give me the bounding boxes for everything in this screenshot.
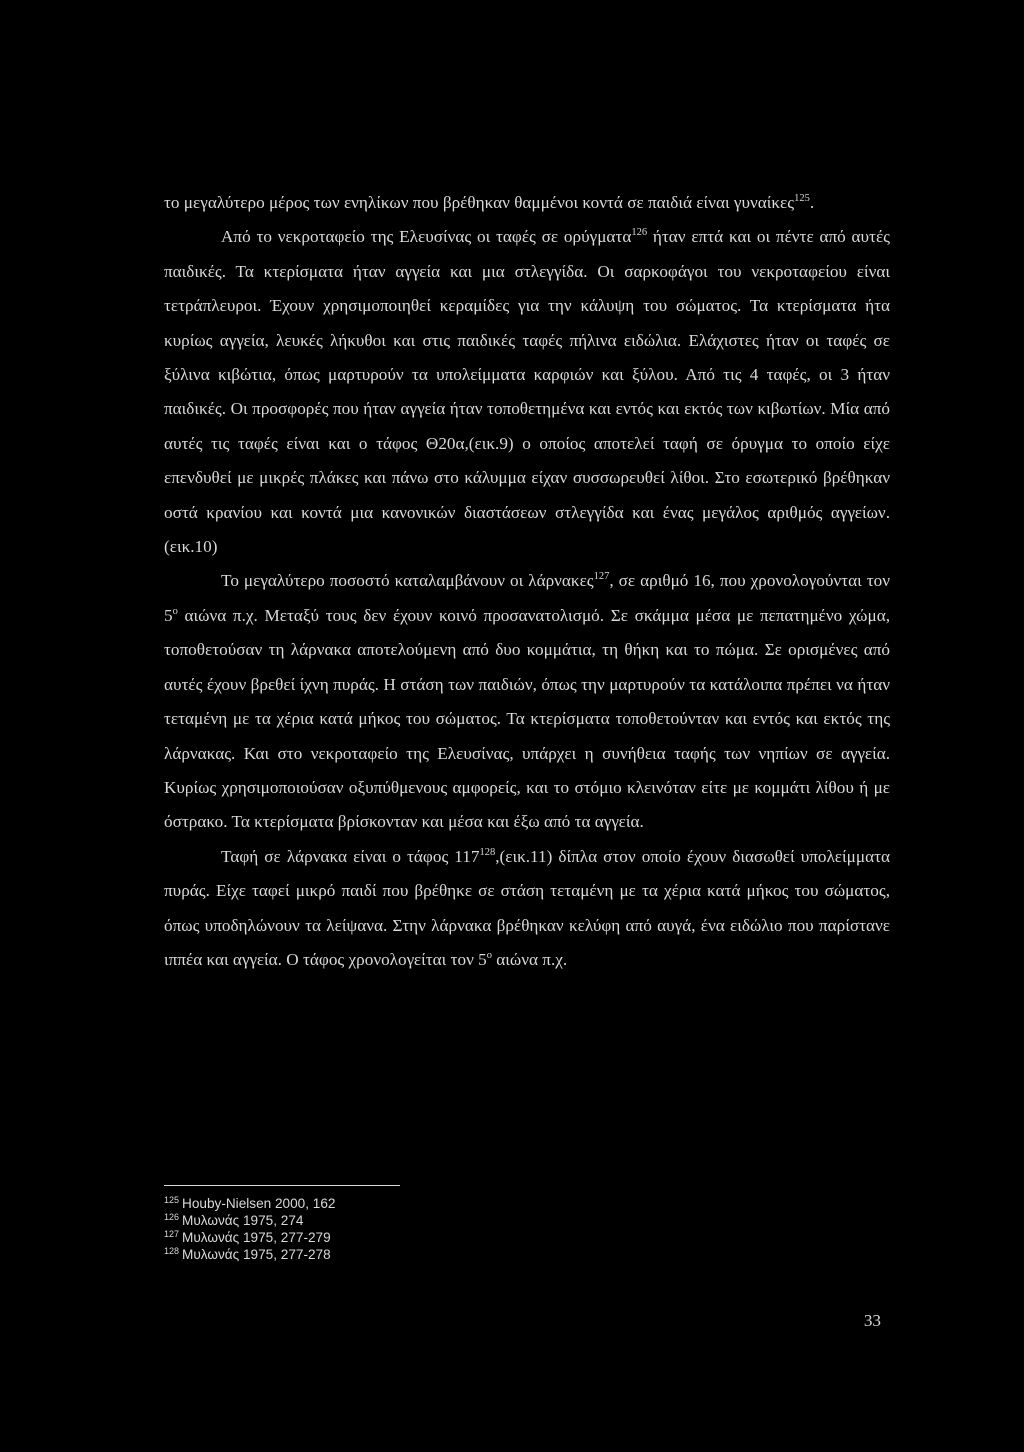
- ordinal-marker: ο: [486, 949, 492, 961]
- footnote-item: [164, 1229, 764, 1246]
- paragraph-text: ήταν επτά και οι πέντε από αυτές παιδικές. Τα κτερίσματα ήταν αγγεία και μια στλεγγίδα. Οι σαρκοφάγοι του νεκροταφείου είναι τετράπλευροι. Έχουν χρησιμοποιηθεί κεραμίδες για την κάλυψη του σώματος. Τα κτερίσματα ήτα κυρίως αγγεία, λευκές λήκυθοι και στις παιδικές ταφές πήλινα ειδώλια. Ελάχιστες ήταν οι ταφές σε ξύλινα κιβώτια, όπως μαρτυρούν τα υπολείμματα καρφιών και ξύλου. Από τις 4 ταφές, οι 3 ήταν παιδικές. Οι προσφορές που ήταν αγγεία ήταν τοποθετημένα και εντός και εκτός των κιβωτίων. Μία από αυτές τις ταφές είναι και ο τάφος Θ20α,(εικ.9) ο οποίος αποτελεί ταφή σε όρυγμα το οποίο είχε επενδυθεί με μικρές πλάκες και πάνω στο κάλυμμα είχαν συσσωρευθεί λίθοι. Στο εσωτερικό βρέθηκαν οστά κρανίου και κοντά μια κανονικών διαστάσεων στλεγγίδα και ένας μεγάλος αριθμός αγγείων.(εικ.10): [164, 227, 890, 557]
- footnote-text: Houby-Nielsen 2000, 162: [182, 1196, 336, 1211]
- paragraph-1: [164, 186, 890, 220]
- body-text: [164, 186, 890, 977]
- footnote-item: [164, 1212, 764, 1229]
- paragraph-text: αιώνα π.χ. Μεταξύ τους δεν έχουν κοινό προσανατολισμό. Σε σκάμμα μέσα με πεπατημένο χώμα, τοποθετούσαν τη λάρνακα αποτελούμενη από δυο κομμάτια, τη θήκη και το πώμα. Σε ορισμένες από αυτές έχουν βρεθεί ίχνη πυράς. Η στάση των παιδιών, όπως την μαρτυρούν τα κατάλοιπα πρέπει να ήταν τεταμένη με τα χέρια κατά μήκος του σώματος. Τα κτερίσματα τοποθετούνταν και εντός και εκτός της λάρνακας. Και στο νεκροταφείο της Ελευσίνας, υπάρχει η συνήθεια ταφής των νηπίων σε αγγεία. Κυρίως χρησιμοποιούσαν οξυπύθμενους αμφορείς, και το στόμιο κλεινόταν είτε με κομμάτι λίθου ή με όστρακο. Τα κτερίσματα βρίσκονταν και μέσα και έξω από τα αγγεία.: [164, 605, 890, 832]
- paragraph-4: [164, 840, 890, 978]
- footnote-number: 128: [164, 1246, 180, 1256]
- paragraph-text: Ταφή σε λάρνακα είναι ο τάφος 117: [221, 846, 480, 866]
- footnote-text: Μυλωνάς 1975, 277-278: [182, 1247, 331, 1262]
- page-number: 33: [863, 1311, 881, 1330]
- footnote-item: [164, 1195, 764, 1212]
- footnotes: [164, 1195, 764, 1263]
- footnote-number: 125: [164, 1195, 180, 1205]
- footnote-separator: [164, 1185, 400, 1186]
- footnote-text: Μυλωνάς 1975, 277-279: [182, 1230, 331, 1245]
- footnote-number: 127: [164, 1229, 180, 1239]
- footnote-number: 126: [164, 1212, 180, 1222]
- paragraph-text: αιώνα π.χ.: [492, 949, 568, 969]
- ordinal-marker: ο: [172, 605, 178, 617]
- footnote-ref-126[interactable]: 126: [631, 227, 648, 239]
- paragraph-text: .: [809, 193, 815, 212]
- footnote-ref-127[interactable]: 127: [593, 571, 610, 583]
- footnote-ref-125[interactable]: 125: [794, 193, 810, 204]
- footnote-text: Μυλωνάς 1975, 274: [182, 1213, 304, 1228]
- footnote-ref-128[interactable]: 128: [479, 846, 496, 858]
- paragraph-text: ,(εικ.11) δίπλα στον οποίο έχουν διασωθεί υπολείμματα πυράς. Είχε ταφεί μικρό παιδί που βρέθηκε σε στάση τεταμένη με τα χέρια κατά μήκος του σώματος, όπως υποδηλώνουν τα λείψανα. Στην λάρνακα βρέθηκαν κελύφη από αυγά, ένα ειδώλιο που παρίστανε ιππέα και αγγεία. Ο τάφος χρονολογείται τον 5: [164, 846, 890, 969]
- paragraph-text: Από το νεκροταφείο της Ελευσίνας οι ταφές σε ορύγματα: [221, 227, 632, 247]
- paragraph-text: το μεγαλύτερο μέρος των ενηλίκων που βρέθηκαν θαμμένοι κοντά σε παιδιά είναι γυναίκες: [164, 193, 795, 212]
- paragraph-text: , σε αριθμό 16, που χρονολογούνται τον 5: [164, 571, 890, 625]
- footnote-item: [164, 1246, 764, 1263]
- paragraph-text: Το μεγαλύτερο ποσοστό καταλαμβάνουν οι λάρνακες: [221, 571, 594, 591]
- paragraph-2: [164, 220, 890, 564]
- paragraph-3: [164, 564, 890, 839]
